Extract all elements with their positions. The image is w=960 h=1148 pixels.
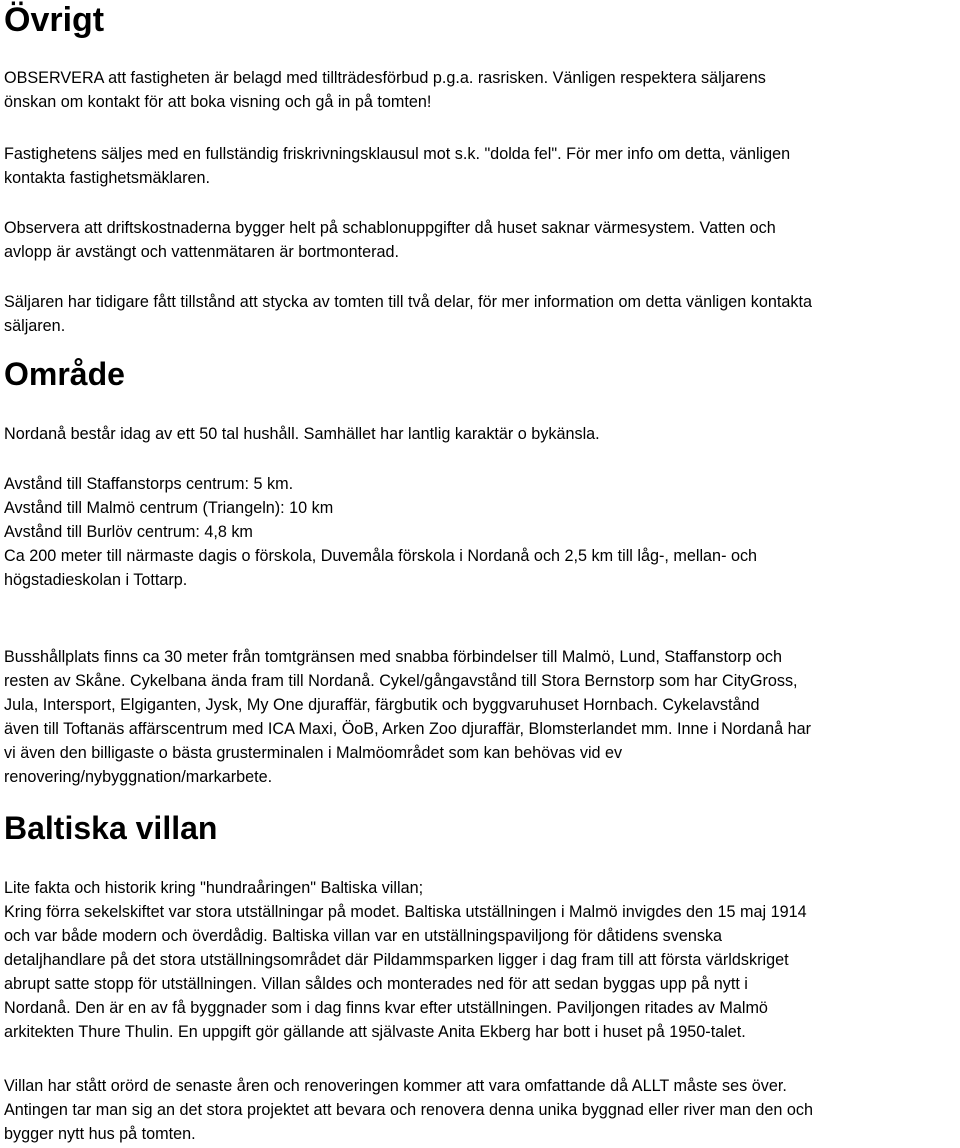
text-line: säljaren. [4, 317, 66, 335]
text-line: högstadieskolan i Tottarp. [4, 571, 188, 589]
paragraph-renovering [4, 1074, 813, 1146]
section-heading-omrade: Område [4, 356, 125, 392]
paragraph-observera-tilltradesforbud [4, 66, 766, 114]
section-heading-ovrigt: Övrigt [4, 1, 105, 39]
text-line: Nordanå består idag av ett 50 tal hushåll. Samhället har lantlig karaktär o bykänsla. [4, 425, 600, 443]
text-line: detaljhandlare på det stora utställningsområdet där Pildammsparken ligger i dag fram till att första världskriget [4, 951, 789, 969]
text-line: Avstånd till Malmö centrum (Triangeln): 10 km [4, 499, 334, 517]
text-line: Ca 200 meter till närmaste dagis o förskola, Duvemåla förskola i Nordanå och 2,5 km till låg-, mellan- och [4, 547, 758, 565]
text-line: OBSERVERA att fastigheten är belagd med tillträdesförbud p.g.a. rasrisken. Vänligen respektera säljarens [4, 69, 766, 87]
paragraph-driftskostnader [4, 216, 776, 264]
paragraph-kommunikationer [4, 645, 811, 789]
paragraph-nordana-hushall [4, 422, 600, 446]
text-line: Observera att driftskostnaderna bygger helt på schablonuppgifter då huset saknar värmesystem. Vatten och [4, 219, 776, 237]
text-line: Busshållplats finns ca 30 meter från tomtgränsen med snabba förbindelser till Malmö, Lund, Staffanstorp och [4, 648, 783, 666]
text-line: vi även den billigaste o bästa grusterminalen i Malmöområdet som kan behövas vid ev [4, 744, 623, 762]
text-line: Avstånd till Burlöv centrum: 4,8 km [4, 523, 253, 541]
text-line: Fastighetens säljes med en fullständig friskrivningsklausul mot s.k. "dolda fel". För mer info om detta, vänligen [4, 145, 791, 163]
text-line: Antingen tar man sig an det stora projektet att bevara och renovera denna unika byggnad eller river man den och [4, 1101, 813, 1119]
paragraph-friskrivningsklausul [4, 142, 790, 190]
text-line: arkitekten Thure Thulin. En uppgift gör gällande att självaste Anita Ekberg har bott i huset på 1950-talet. [4, 1023, 746, 1041]
text-line: Villan har stått orörd de senaste åren och renoveringen kommer att vara omfattande då ALLT måste ses över. [4, 1077, 787, 1095]
paragraph-baltiska-historik [4, 876, 807, 1044]
text-line: avlopp är avstängt och vattenmätaren är bortmonterad. [4, 243, 400, 261]
text-line: Lite fakta och historik kring "hundraåringen" Baltiska villan; [4, 879, 424, 897]
text-line: bygger nytt hus på tomten. [4, 1125, 196, 1143]
text-line: önskan om kontakt för att boka visning och gå in på tomten! [4, 93, 432, 111]
section-heading-baltiska-villan: Baltiska villan [4, 810, 218, 846]
text-line: Nordanå. Den är en av få byggnader som i dag finns kvar efter utställningen. Paviljongen ritades av Malmö [4, 999, 768, 1017]
text-line: abrupt satte stopp för utställningen. Villan såldes och monterades ned för att sedan byggas upp på nytt i [4, 975, 748, 993]
text-line: renovering/nybyggnation/markarbete. [4, 768, 273, 786]
text-line: Avstånd till Staffanstorps centrum: 5 km. [4, 475, 294, 493]
paragraph-styckning [4, 290, 812, 338]
text-line: Kring förra sekelskiftet var stora utställningar på modet. Baltiska utställningen i Malmö invigdes den 15 maj 1914 [4, 903, 807, 921]
text-line: och var både modern och överdådig. Baltiska villan var en utställningspaviljong för dåtidens svenska [4, 927, 723, 945]
text-line: Jula, Intersport, Elgiganten, Jysk, My One djuraffär, färgbutik och byggvaruhuset Hornbach. Cykelavstånd [4, 696, 760, 714]
text-line: kontakta fastighetsmäklaren. [4, 169, 211, 187]
text-line: resten av Skåne. Cykelbana ända fram till Nordanå. Cykel/gångavstånd till Stora Bernstorp som har CityGross, [4, 672, 798, 690]
text-line: även till Toftanäs affärscentrum med ICA Maxi, ÖoB, Arken Zoo djuraffär, Blomsterlandet mm. Inne i Nordanå har [4, 720, 812, 738]
text-line: Säljaren har tidigare fått tillstånd att stycka av tomten till två delar, för mer information om detta vänligen kontakta [4, 293, 812, 311]
paragraph-avstand [4, 472, 757, 592]
